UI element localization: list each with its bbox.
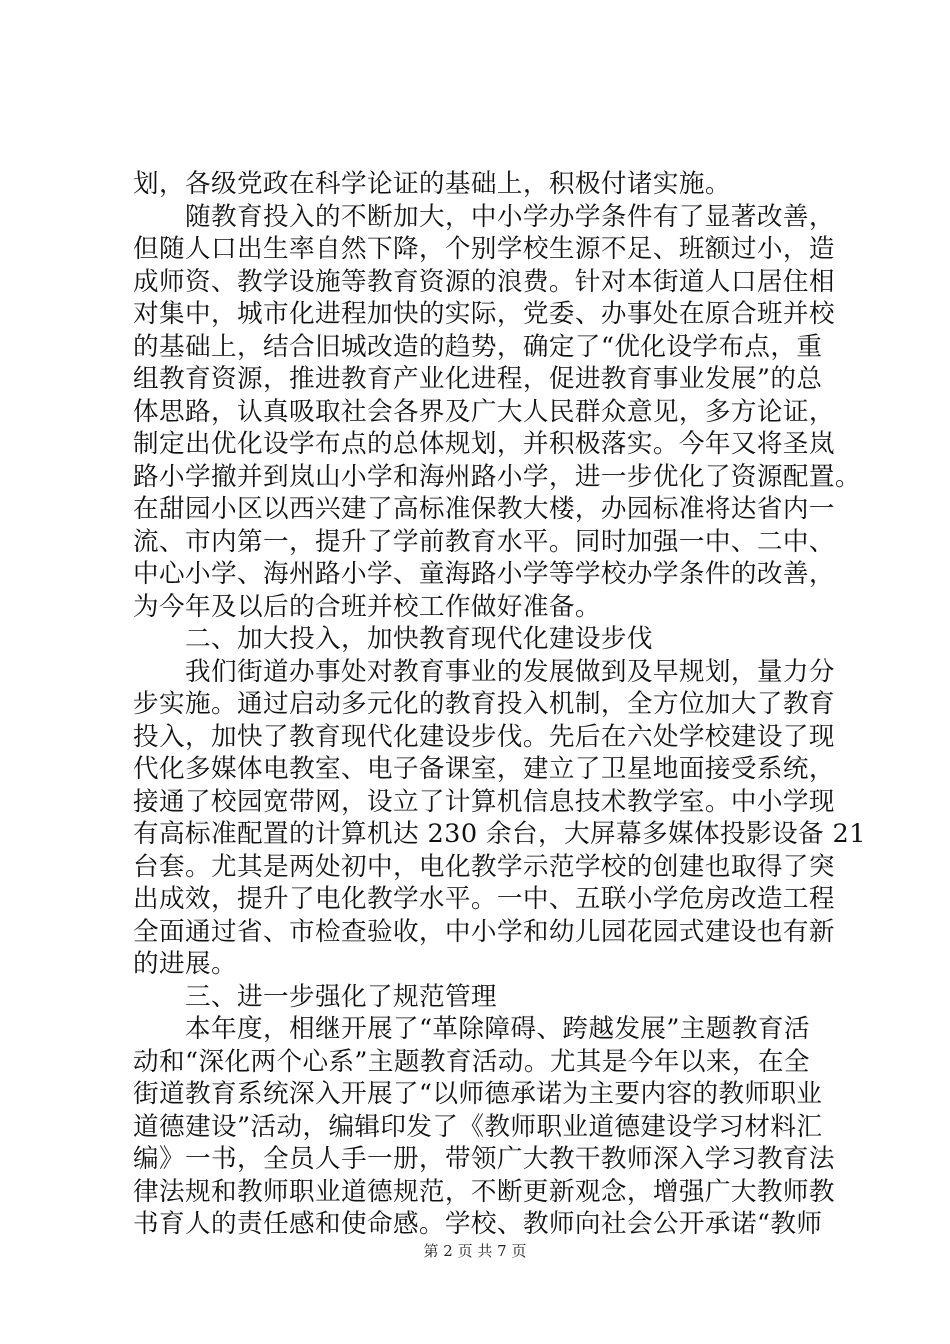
section-heading-2: 二、加大投入，加快教育现代化建设步伐 <box>185 624 653 654</box>
text-line-16: 我们街道办事处对教育事业的发展做到及早规划，量力分 <box>185 656 835 687</box>
page-number-label: 第 2 页 共 7 页 <box>423 1242 527 1260</box>
text-line-14: 为今年及以后的合班并校工作做好准备。 <box>133 591 601 622</box>
text-line-19: 代化多媒体电教室、电子备课室，建立了卫星地面接受系统， <box>133 754 835 784</box>
text-line-31: 编》一书，全员人手一册，带领广大教干教师深入学习教育法 <box>133 1144 835 1174</box>
text-line-27: 本年度，相继开展了“革除障碍、跨越发展”主题教育活 <box>185 1014 810 1044</box>
text-line-21: 有高标准配置的计算机达 230 余台，大屏幕多媒体投影设备 21 <box>133 819 866 849</box>
text-line-20: 接通了校园宽带网，设立了计算机信息技术教学室。中小学现 <box>133 786 835 817</box>
text-line-32: 律法规和教师职业道德规范，不断更新观念，增强广大教师教 <box>133 1176 835 1207</box>
text-line-17: 步实施。通过启动多元化的教育投入机制，全方位加大了教育 <box>133 689 835 719</box>
text-line-33: 书育人的责任感和使命感。学校、教师向社会公开承诺“教师 <box>133 1209 823 1239</box>
text-line-18: 投入，加快了教育现代化建设步伐。先后在六处学校建设了现 <box>133 721 835 752</box>
text-line-1: 划，各级党政在科学论证的基础上，积极付诸实施。 <box>133 169 731 199</box>
text-line-9: 制定出优化设学布点的总体规划，并积极落实。今年又将圣岚 <box>133 429 835 459</box>
text-line-28: 动和“深化两个心系”主题教育活动。尤其是今年以来，在全 <box>133 1046 810 1077</box>
text-line-10: 路小学撤并到岚山小学和海州路小学，进一步优化了资源配置。 <box>133 461 861 492</box>
text-line-3: 但随人口出生率自然下降，个别学校生源不足、班额过小，造 <box>133 234 835 264</box>
text-line-24: 全面通过省、市检查验收，中小学和幼儿园花园式建设也有新 <box>133 916 835 947</box>
text-line-2: 随教育投入的不断加大，中小学办学条件有了显著改善， <box>185 201 835 232</box>
page-footer <box>0 1240 950 1261</box>
text-line-23: 出成效，提升了电化教学水平。一中、五联小学危房改造工程 <box>133 884 835 914</box>
text-line-7: 组教育资源，推进教育产业化进程，促进教育事业发展”的总 <box>133 364 823 394</box>
text-line-6: 的基础上，结合旧城改造的趋势，确定了“优化设学布点，重 <box>133 331 823 362</box>
text-line-25: 的进展。 <box>133 949 237 979</box>
text-line-4: 成师资、教学设施等教育资源的浪费。针对本街道人口居住相 <box>133 266 835 297</box>
text-line-11: 在甜园小区以西兴建了高标准保教大楼，办园标准将达省内一 <box>133 494 835 524</box>
text-line-12: 流、市内第一，提升了学前教育水平。同时加强一中、二中、 <box>133 526 835 557</box>
text-line-13: 中心小学、海州路小学、童海路小学等学校办学条件的改善， <box>133 559 835 589</box>
text-line-22: 台套。尤其是两处初中，电化教学示范学校的创建也取得了突 <box>133 851 835 882</box>
section-heading-3: 三、进一步强化了规范管理 <box>185 981 497 1012</box>
document-body <box>133 168 866 1241</box>
text-line-5: 对集中，城市化进程加快的实际，党委、办事处在原合班并校 <box>133 299 835 329</box>
text-line-30: 道德建设”活动，编辑印发了《教师职业道德建设学习材料汇 <box>133 1111 823 1142</box>
text-line-8: 体思路，认真吸取社会各界及广大人民群众意见，多方论证， <box>133 396 835 427</box>
text-line-29: 街道教育系统深入开展了“以师德承诺为主要内容的教师职业 <box>133 1079 823 1109</box>
